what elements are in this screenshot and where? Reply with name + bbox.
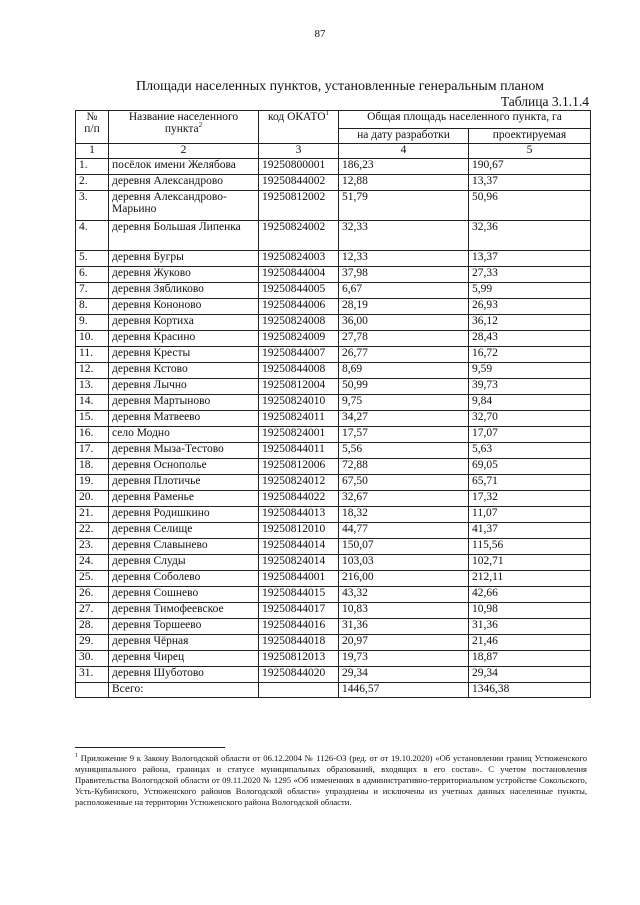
row-okato: 19250800001 — [259, 159, 339, 175]
header-okato: код ОКАТО$^1$ — [259, 111, 339, 144]
table-row — [76, 459, 591, 475]
table-row — [76, 587, 591, 603]
row-name: посёлок имени Желябова — [109, 159, 259, 175]
row-area-proj: 9,59 — [469, 363, 591, 379]
row-area-proj: 13,37 — [469, 251, 591, 267]
table-row — [76, 619, 591, 635]
table-row — [76, 159, 591, 175]
row-okato: 19250844006 — [259, 299, 339, 315]
row-area-dev: 44,77 — [339, 523, 469, 539]
footnote-ref: 2 — [198, 121, 203, 130]
row-area-proj: 36,12 — [469, 315, 591, 331]
row-area-proj: 32,70 — [469, 411, 591, 427]
header-area-dev: на дату разработки — [339, 129, 469, 144]
row-area-dev: 103,03 — [339, 555, 469, 571]
row-area-proj: 26,93 — [469, 299, 591, 315]
footnote-mark: 1 — [75, 753, 78, 760]
footnote-ref: 1 — [325, 110, 330, 118]
row-name: деревня Лычно — [109, 379, 259, 395]
row-area-dev: 216,00 — [339, 571, 469, 587]
table-row — [76, 251, 591, 267]
row-okato: 19250844015 — [259, 587, 339, 603]
row-okato: 19250844016 — [259, 619, 339, 635]
row-area-dev: 31,36 — [339, 619, 469, 635]
row-name: деревня Кононово — [109, 299, 259, 315]
row-area-proj: 21,46 — [469, 635, 591, 651]
row-area-proj: 31,36 — [469, 619, 591, 635]
row-number: 13. — [76, 379, 109, 395]
row-number: 7. — [76, 283, 109, 299]
row-area-proj: 39,73 — [469, 379, 591, 395]
row-number: 26. — [76, 587, 109, 603]
table-row — [76, 427, 591, 443]
table-row — [76, 491, 591, 507]
row-okato: 19250824009 — [259, 331, 339, 347]
row-area-dev: 8,69 — [339, 363, 469, 379]
row-number: 8. — [76, 299, 109, 315]
table-row — [76, 299, 591, 315]
row-name: деревня Сошнево — [109, 587, 259, 603]
row-name: деревня Плотичье — [109, 475, 259, 491]
row-number: 12. — [76, 363, 109, 379]
table-row — [76, 507, 591, 523]
row-area-proj: 102,71 — [469, 555, 591, 571]
row-name: деревня Красино — [109, 331, 259, 347]
table-row — [76, 523, 591, 539]
row-name: деревня Кресты — [109, 347, 259, 363]
total-row — [76, 683, 591, 698]
table-row — [76, 555, 591, 571]
row-area-proj: 41,37 — [469, 523, 591, 539]
row-okato: 19250812013 — [259, 651, 339, 667]
table-row — [76, 539, 591, 555]
row-area-proj: 27,33 — [469, 267, 591, 283]
row-name: деревня Александрово-Марьино — [109, 191, 259, 221]
row-number: 30. — [76, 651, 109, 667]
row-area-dev: 43,32 — [339, 587, 469, 603]
row-area-dev: 5,56 — [339, 443, 469, 459]
row-area-dev: 10,83 — [339, 603, 469, 619]
row-name: деревня Торшеево — [109, 619, 259, 635]
row-area-dev: 36,00 — [339, 315, 469, 331]
row-area-proj: 32,36 — [469, 221, 591, 251]
total-label: Всего: — [109, 683, 259, 698]
row-name: село Модно — [109, 427, 259, 443]
header-num: № п/п — [76, 111, 109, 144]
row-name: деревня Слуды — [109, 555, 259, 571]
row-okato: 19250824012 — [259, 475, 339, 491]
row-number: 20. — [76, 491, 109, 507]
row-name: деревня Жуково — [109, 267, 259, 283]
row-area-dev: 32,33 — [339, 221, 469, 251]
total-empty — [259, 683, 339, 698]
column-number: 1 — [76, 144, 109, 159]
column-number-row — [76, 144, 591, 159]
row-area-proj: 16,72 — [469, 347, 591, 363]
row-number: 2. — [76, 175, 109, 191]
row-area-proj: 13,37 — [469, 175, 591, 191]
row-name: деревня Родишкино — [109, 507, 259, 523]
row-area-dev: 12,88 — [339, 175, 469, 191]
row-area-proj: 212,11 — [469, 571, 591, 587]
row-area-proj: 17,07 — [469, 427, 591, 443]
row-area-dev: 32,67 — [339, 491, 469, 507]
footnote-separator — [75, 747, 225, 748]
row-number: 14. — [76, 395, 109, 411]
table-row — [76, 443, 591, 459]
table-row — [76, 475, 591, 491]
row-okato: 19250824010 — [259, 395, 339, 411]
row-number: 16. — [76, 427, 109, 443]
table-body — [76, 159, 591, 683]
row-okato: 19250824003 — [259, 251, 339, 267]
row-okato: 19250824014 — [259, 555, 339, 571]
table-row — [76, 651, 591, 667]
row-area-dev: 17,57 — [339, 427, 469, 443]
row-number: 11. — [76, 347, 109, 363]
row-okato: 19250844018 — [259, 635, 339, 651]
row-number: 22. — [76, 523, 109, 539]
row-area-proj: 190,67 — [469, 159, 591, 175]
row-area-proj: 10,98 — [469, 603, 591, 619]
row-number: 3. — [76, 191, 109, 221]
row-okato: 19250844017 — [259, 603, 339, 619]
row-number: 17. — [76, 443, 109, 459]
header-area-proj: проектируемая — [469, 129, 591, 144]
table-row — [76, 635, 591, 651]
total-proj: 1346,38 — [469, 683, 591, 698]
table-row — [76, 267, 591, 283]
row-name: деревня Чёрная — [109, 635, 259, 651]
row-number: 23. — [76, 539, 109, 555]
row-area-dev: 18,32 — [339, 507, 469, 523]
column-number: 4 — [339, 144, 469, 159]
area-table — [75, 110, 591, 698]
row-number: 6. — [76, 267, 109, 283]
row-name: деревня Чирец — [109, 651, 259, 667]
row-name: деревня Раменье — [109, 491, 259, 507]
table-row — [76, 283, 591, 299]
row-name: деревня Мартыново — [109, 395, 259, 411]
row-okato: 19250844020 — [259, 667, 339, 683]
row-number: 21. — [76, 507, 109, 523]
row-name: деревня Оснополье — [109, 459, 259, 475]
total-empty — [76, 683, 109, 698]
row-area-proj: 5,63 — [469, 443, 591, 459]
table-row — [76, 221, 591, 251]
row-area-proj: 115,56 — [469, 539, 591, 555]
row-name: деревня Славынево — [109, 539, 259, 555]
row-name: деревня Бугры — [109, 251, 259, 267]
footnote-text: Приложение 9 к Закону Вологодской области от 06.12.2004 № 1126-ОЗ (ред. от от 19.10.2020) «Об установлении границ Устюженского муниципального района, границах и статусе муниципальных образований, входящих в его состав». С учетом постановления Правительства Вологодской области от 09.11.2020 № 1295 «Об изменениях в административно-территориальном устройстве Сокольского, Усть-Кубинского, Устюженского районов Вологодской области» упразднены и исключены из учетных данных населенные пункты, расположенные на территории Устюженского района Вологодской области. — [75, 753, 588, 807]
header-row — [76, 111, 591, 129]
row-okato: 19250844022 — [259, 491, 339, 507]
row-number: 24. — [76, 555, 109, 571]
row-number: 4. — [76, 221, 109, 251]
table-row — [76, 175, 591, 191]
row-area-proj: 5,99 — [469, 283, 591, 299]
row-okato: 19250844013 — [259, 507, 339, 523]
row-okato: 19250812002 — [259, 191, 339, 221]
row-okato: 19250844008 — [259, 363, 339, 379]
row-okato: 19250844004 — [259, 267, 339, 283]
row-area-dev: 9,75 — [339, 395, 469, 411]
row-area-dev: 27,78 — [339, 331, 469, 347]
row-area-proj: 29,34 — [469, 667, 591, 683]
row-okato: 19250844007 — [259, 347, 339, 363]
row-number: 15. — [76, 411, 109, 427]
row-okato: 19250844014 — [259, 539, 339, 555]
row-number: 25. — [76, 571, 109, 587]
table-row — [76, 411, 591, 427]
row-name: деревня Кортиха — [109, 315, 259, 331]
row-area-dev: 50,99 — [339, 379, 469, 395]
table-row — [76, 315, 591, 331]
row-name: деревня Александрово — [109, 175, 259, 191]
column-number: 2 — [109, 144, 259, 159]
row-area-dev: 150,07 — [339, 539, 469, 555]
row-area-proj: 11,07 — [469, 507, 591, 523]
row-number: 28. — [76, 619, 109, 635]
row-area-proj: 17,32 — [469, 491, 591, 507]
page-number: 87 — [314, 28, 326, 40]
page-title: Площади населенных пунктов, установленные генеральным планом — [136, 79, 544, 94]
row-number: 5. — [76, 251, 109, 267]
row-number: 9. — [76, 315, 109, 331]
row-area-proj: 18,87 — [469, 651, 591, 667]
row-name: деревня Селище — [109, 523, 259, 539]
total-dev: 1446,57 — [339, 683, 469, 698]
row-area-dev: 19,73 — [339, 651, 469, 667]
row-number: 18. — [76, 459, 109, 475]
row-number: 31. — [76, 667, 109, 683]
row-name: деревня Матвеево — [109, 411, 259, 427]
table-row — [76, 331, 591, 347]
row-name: деревня Большая Липенка — [109, 221, 259, 251]
row-okato: 19250824002 — [259, 221, 339, 251]
row-area-dev: 67,50 — [339, 475, 469, 491]
table-row — [76, 667, 591, 683]
row-name: деревня Тимофеевское — [109, 603, 259, 619]
row-area-dev: 20,97 — [339, 635, 469, 651]
row-okato: 19250844002 — [259, 175, 339, 191]
table-row — [76, 191, 591, 221]
row-area-dev: 28,19 — [339, 299, 469, 315]
row-okato: 19250844005 — [259, 283, 339, 299]
table-row — [76, 395, 591, 411]
row-okato: 19250812010 — [259, 523, 339, 539]
table-label: Таблица 3.1.1.4 — [500, 94, 589, 109]
row-area-proj: 42,66 — [469, 587, 591, 603]
row-number: 19. — [76, 475, 109, 491]
row-name: деревня Соболево — [109, 571, 259, 587]
row-area-dev: 29,34 — [339, 667, 469, 683]
row-name: деревня Шуботово — [109, 667, 259, 683]
table-row — [76, 379, 591, 395]
row-number: 27. — [76, 603, 109, 619]
row-okato: 19250812006 — [259, 459, 339, 475]
row-area-dev: 51,79 — [339, 191, 469, 221]
row-okato: 19250824011 — [259, 411, 339, 427]
row-name: деревня Кстово — [109, 363, 259, 379]
header-area: Общая площадь населенного пункта, га — [339, 111, 591, 129]
row-okato: 19250824001 — [259, 427, 339, 443]
row-area-dev: 12,33 — [339, 251, 469, 267]
row-area-dev: 72,88 — [339, 459, 469, 475]
row-okato: 19250844011 — [259, 443, 339, 459]
header-name: Название населенного пункта$^2$ — [109, 111, 259, 144]
row-area-proj: 28,43 — [469, 331, 591, 347]
row-area-dev: 6,67 — [339, 283, 469, 299]
row-number: 1. — [76, 159, 109, 175]
row-area-dev: 26,77 — [339, 347, 469, 363]
row-name: деревня Мыза-Тестово — [109, 443, 259, 459]
row-area-proj: 9,84 — [469, 395, 591, 411]
row-area-dev: 34,27 — [339, 411, 469, 427]
row-area-proj: 65,71 — [469, 475, 591, 491]
row-okato: 19250812004 — [259, 379, 339, 395]
table-row — [76, 571, 591, 587]
row-area-dev: 37,98 — [339, 267, 469, 283]
row-okato: 19250824008 — [259, 315, 339, 331]
row-name: деревня Зябликово — [109, 283, 259, 299]
row-area-dev: 186,23 — [339, 159, 469, 175]
footnote — [75, 753, 587, 808]
column-number: 5 — [469, 144, 591, 159]
row-number: 10. — [76, 331, 109, 347]
column-number: 3 — [259, 144, 339, 159]
row-area-proj: 50,96 — [469, 191, 591, 221]
table-row — [76, 347, 591, 363]
row-okato: 19250844001 — [259, 571, 339, 587]
table-row — [76, 363, 591, 379]
row-area-proj: 69,05 — [469, 459, 591, 475]
table-row — [76, 603, 591, 619]
row-number: 29. — [76, 635, 109, 651]
